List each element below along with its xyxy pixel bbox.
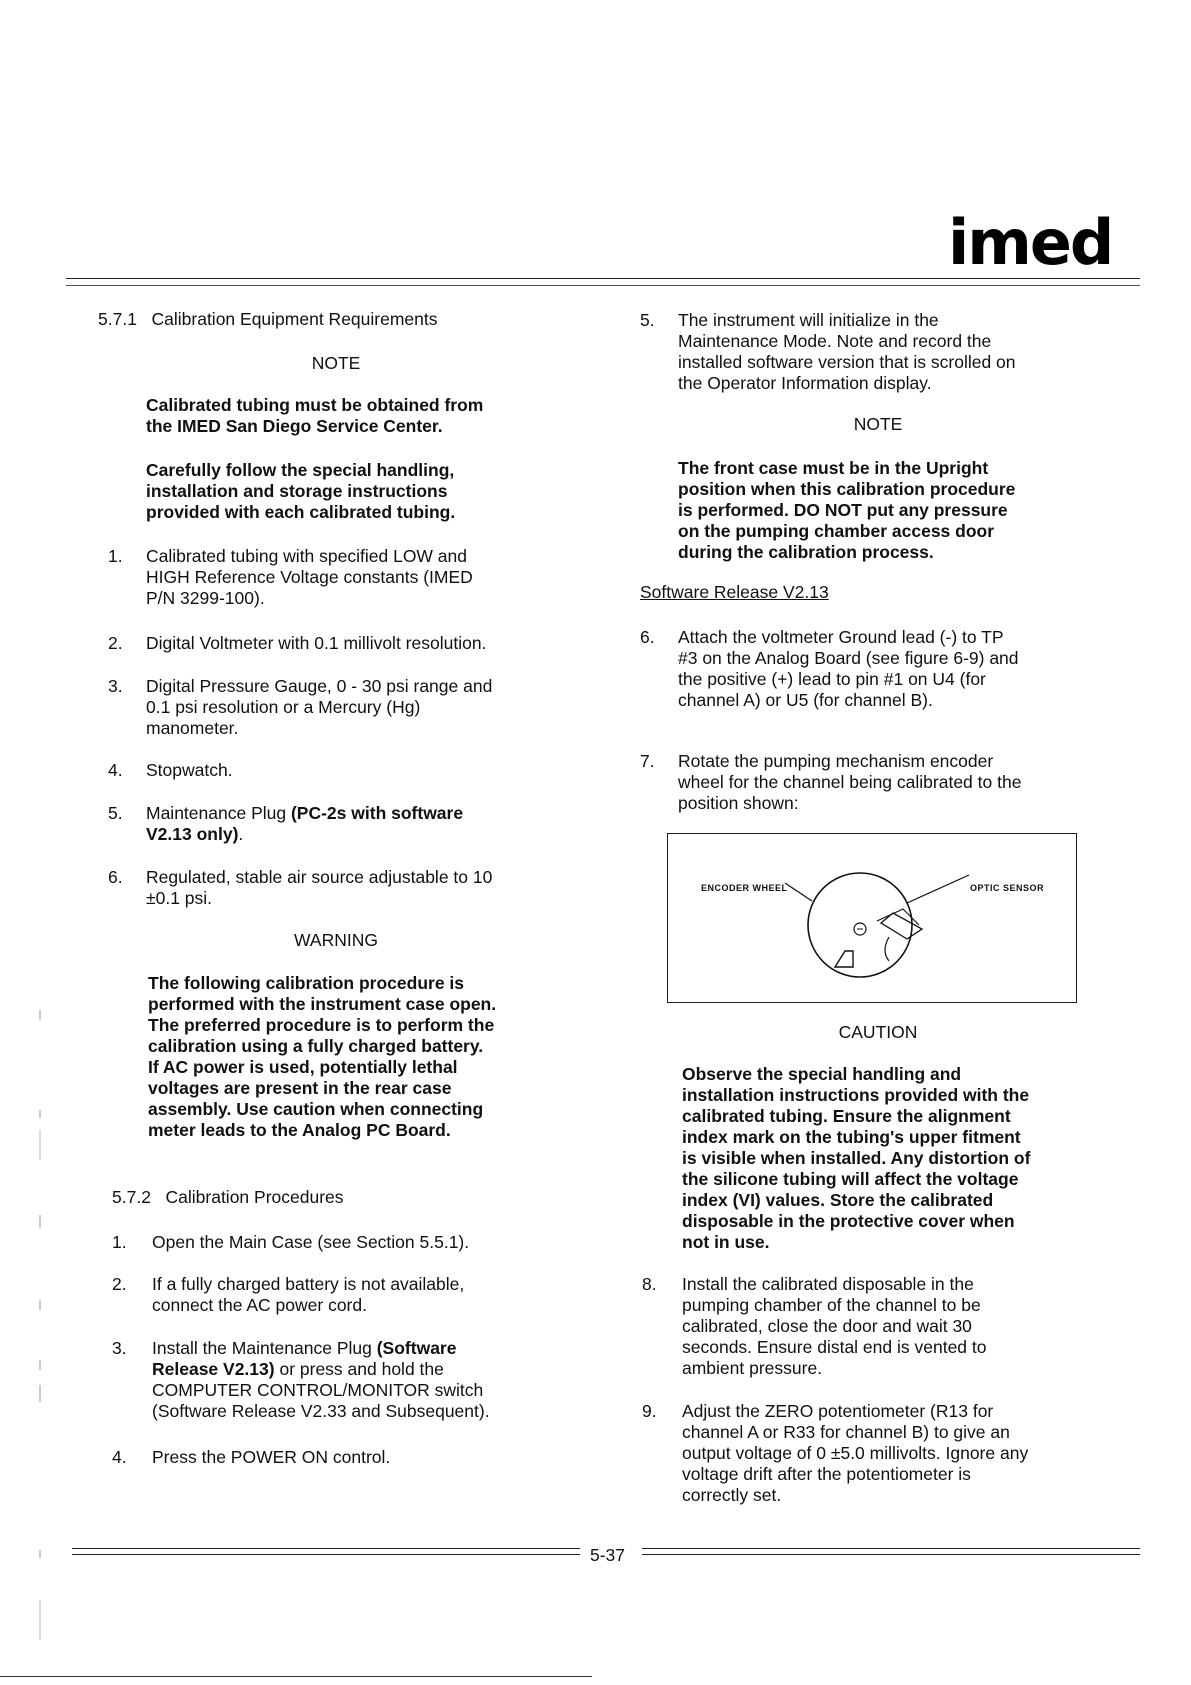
text-line: The preferred procedure is to perform the <box>148 1015 495 1035</box>
text-line: performed with the instrument case open. <box>148 994 497 1014</box>
text-span-bold: Release V2.13) <box>152 1359 275 1379</box>
list-number: 5. <box>108 803 123 823</box>
text-line: Install the calibrated disposable in the <box>682 1274 974 1294</box>
text-line: Adjust the ZERO potentiometer (R13 for <box>682 1401 994 1421</box>
section-heading-5-7-1: 5.7.1 Calibration Equipment Requirements <box>98 309 438 329</box>
text-line: Open the Main Case (see Section 5.5.1). <box>152 1232 470 1252</box>
text-line: installed software version that is scrolled on <box>678 352 1016 372</box>
software-release-heading: Software Release V2.13 <box>640 582 829 602</box>
text-line <box>152 1359 592 1380</box>
list-number: 1. <box>112 1232 127 1252</box>
list-number: 3. <box>112 1338 127 1358</box>
text-line: Calibrated tubing must be obtained from <box>146 395 484 415</box>
scan-edge-line <box>0 1676 592 1677</box>
text-line: ambient pressure. <box>682 1358 823 1378</box>
text-line: calibration using a fully charged battery. <box>148 1036 484 1056</box>
figure-label-encoder-wheel: ENCODER WHEEL <box>701 883 788 893</box>
list-number: 5. <box>640 310 655 330</box>
figure-label-optic-sensor: OPTIC SENSOR <box>970 883 1045 893</box>
text-line: #3 on the Analog Board (see figure 6-9) and <box>678 648 1019 668</box>
text-line: is visible when installed. Any distortion of <box>682 1148 1031 1168</box>
note-title-right: NOTE <box>853 414 903 434</box>
list-number: 2. <box>108 633 123 653</box>
text-line: correctly set. <box>682 1485 782 1505</box>
encoder-wheel-diagram <box>667 833 1077 1003</box>
text-line: the positive (+) lead to pin #1 on U4 (for <box>678 669 986 689</box>
text-line: COMPUTER CONTROL/MONITOR switch <box>152 1380 484 1400</box>
list-number: 9. <box>642 1401 657 1421</box>
text-line: provided with each calibrated tubing. <box>146 502 456 522</box>
text-span: or press and hold the <box>274 1359 444 1379</box>
list-number: 4. <box>108 760 123 780</box>
text-line: the silicone tubing will affect the voltage <box>682 1169 1019 1189</box>
text-line: Regulated, stable air source adjustable to 10 <box>146 867 493 887</box>
text-line: channel A) or U5 (for channel B). <box>678 690 933 710</box>
warning-paragraph <box>148 973 496 1141</box>
list-number: 3. <box>108 676 123 696</box>
list-number: 1. <box>108 546 123 566</box>
note-paragraph-right <box>678 458 1015 563</box>
text-line: manometer. <box>146 718 239 738</box>
text-line: index mark on the tubing's upper fitment <box>682 1127 1021 1147</box>
footer-rule-left-2 <box>72 1554 580 1555</box>
text-line: voltages are present in the rear case <box>148 1078 452 1098</box>
text-line: wheel for the channel being calibrated to the <box>678 772 1022 792</box>
note-paragraph-2 <box>146 460 455 523</box>
text-line: position shown: <box>678 793 799 813</box>
text-span-bold: V2.13 only) <box>146 824 239 844</box>
text-line: The front case must be in the Upright <box>678 458 989 478</box>
text-line: position when this calibration procedure <box>678 479 1016 499</box>
text-line: disposable in the protective cover when <box>682 1211 1015 1231</box>
note-paragraph-1 <box>146 395 483 437</box>
text-line: Carefully follow the special handling, <box>146 460 455 480</box>
list-number: 7. <box>640 751 655 771</box>
text-line: calibrated, close the door and wait 30 <box>682 1316 972 1336</box>
text-line: The following calibration procedure is <box>148 973 465 993</box>
scan-margin-marks <box>38 1010 42 1650</box>
list-number: 8. <box>642 1274 657 1294</box>
text-line: The instrument will initialize in the <box>678 310 939 330</box>
text-line: P/N 3299-100). <box>146 588 265 608</box>
text-line: index (VI) values. Store the calibrated <box>682 1190 994 1210</box>
text-line: Attach the voltmeter Ground lead (-) to TP <box>678 627 1004 647</box>
text-line: on the pumping chamber access door <box>678 521 995 541</box>
list-number: 4. <box>112 1447 127 1467</box>
header-rule <box>66 278 1140 279</box>
text-line: voltage drift after the potentiometer is <box>682 1464 971 1484</box>
text-line: If AC power is used, potentially lethal <box>148 1057 458 1077</box>
text-line: Stopwatch. <box>146 760 233 780</box>
text-line: Digital Pressure Gauge, 0 - 30 psi range and <box>146 676 493 696</box>
note-title-left: NOTE <box>311 353 361 373</box>
list-number: 6. <box>640 627 655 647</box>
text-line: Press the POWER ON control. <box>152 1447 391 1467</box>
header-rule-secondary <box>66 285 1140 286</box>
text-span-bold: (Software <box>376 1338 457 1358</box>
text-line: installation instructions provided with the <box>682 1085 1030 1105</box>
text-line: Observe the special handling and <box>682 1064 962 1084</box>
text-line: the IMED San Diego Service Center. <box>146 416 443 436</box>
caution-paragraph <box>682 1064 1030 1253</box>
text-line: If a fully charged battery is not available, <box>152 1274 465 1294</box>
footer-rule-right <box>642 1548 1140 1549</box>
text-line: Digital Voltmeter with 0.1 millivolt resolution. <box>146 633 487 653</box>
text-line: assembly. Use caution when connecting <box>148 1099 484 1119</box>
text-line: HIGH Reference Voltage constants (IMED <box>146 567 473 587</box>
text-line: pumping chamber of the channel to be <box>682 1295 981 1315</box>
text-line: 0.1 psi resolution or a Mercury (Hg) <box>146 697 421 717</box>
text-line: is performed. DO NOT put any pressure <box>678 500 1008 520</box>
text-line: Rotate the pumping mechanism encoder <box>678 751 994 771</box>
text-span: Maintenance Plug <box>146 803 291 823</box>
text-span: Install the Maintenance Plug <box>152 1338 377 1358</box>
imed-logo: imed <box>948 206 1113 279</box>
text-line <box>146 824 576 845</box>
footer-rule-right-2 <box>642 1554 1140 1555</box>
text-line: the Operator Information display. <box>678 373 932 393</box>
text-line: not in use. <box>682 1232 770 1252</box>
caution-title: CAUTION <box>838 1022 918 1042</box>
text-line: ±0.1 psi. <box>146 888 213 908</box>
text-line: Maintenance Mode. Note and record the <box>678 331 992 351</box>
text-line: installation and storage instructions <box>146 481 448 501</box>
text-span-bold: (PC-2s with software <box>290 803 464 823</box>
text-line <box>146 803 576 824</box>
warning-title: WARNING <box>294 930 378 950</box>
text-line: seconds. Ensure distal end is vented to <box>682 1337 987 1357</box>
list-number: 2. <box>112 1274 127 1294</box>
text-line: Calibrated tubing with specified LOW and <box>146 546 468 566</box>
section-heading-5-7-2: 5.7.2 Calibration Procedures <box>112 1187 344 1207</box>
text-line: (Software Release V2.33 and Subsequent). <box>152 1401 490 1421</box>
text-line: meter leads to the Analog PC Board. <box>148 1120 451 1140</box>
encoder-wheel-figure <box>667 833 1077 1003</box>
footer-rule-left <box>72 1548 580 1549</box>
text-line: connect the AC power cord. <box>152 1295 367 1315</box>
list-number: 6. <box>108 867 123 887</box>
text-line: channel A or R33 for channel B) to give an <box>682 1422 1010 1442</box>
text-line: output voltage of 0 ±5.0 millivolts. Ignore any <box>682 1443 1029 1463</box>
text-line: calibrated tubing. Ensure the alignment <box>682 1106 1011 1126</box>
text-line <box>152 1338 592 1359</box>
text-span: . <box>238 824 244 844</box>
text-line: during the calibration process. <box>678 542 934 562</box>
page-number: 5-37 <box>590 1545 626 1565</box>
